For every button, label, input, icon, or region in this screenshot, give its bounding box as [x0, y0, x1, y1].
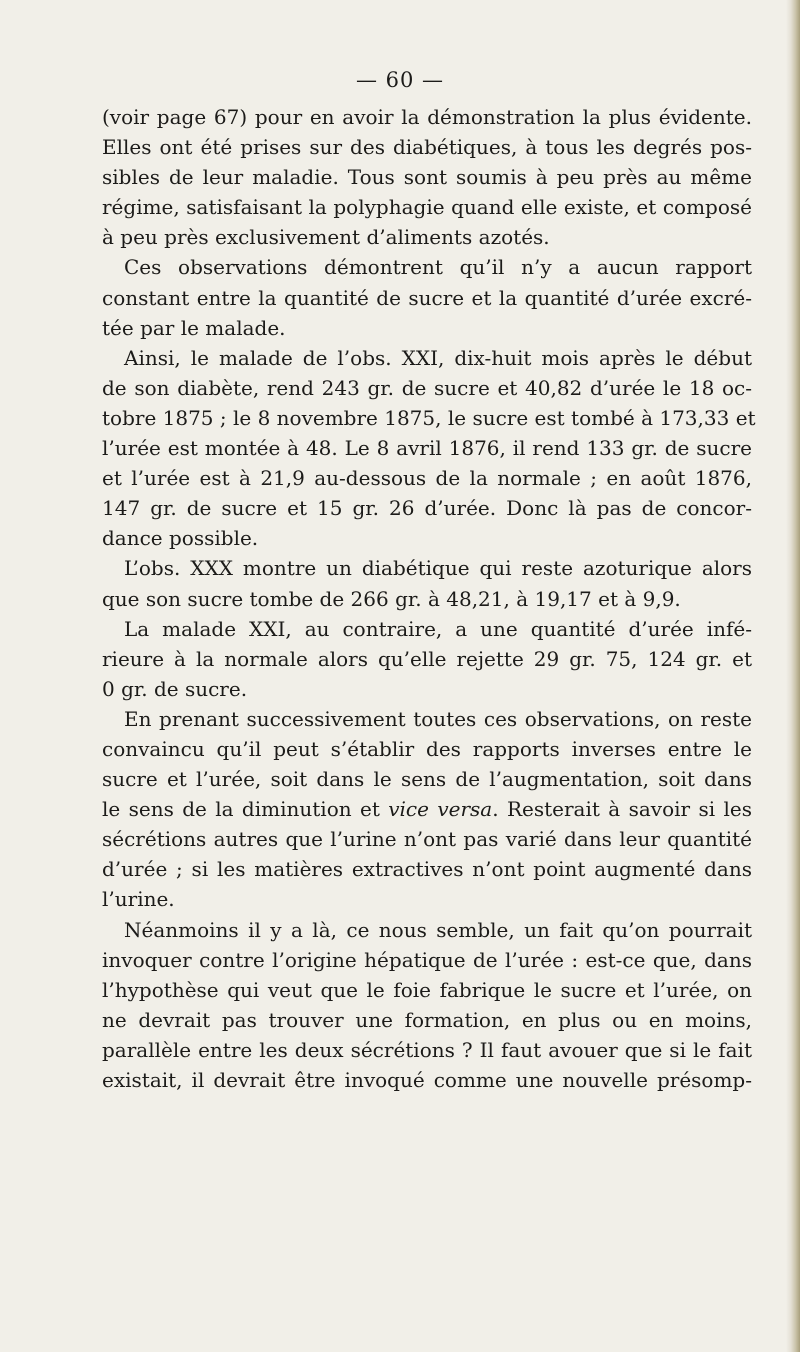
paragraph-2 — [102, 252, 752, 342]
italic-phrase: vice versa — [388, 797, 493, 822]
text-line: sécrétions autres que l’urine n’ont pas varié dans leur quantité — [102, 827, 752, 852]
text-line: sibles de leur maladie. Tous sont soumis à peu près au même — [102, 165, 752, 190]
text-line: ne devrait pas trouver une formation, en plus ou en moins, — [102, 1007, 752, 1032]
body-text — [102, 102, 756, 1095]
text-line: parallèle entre les deux sécrétions ? Il faut avouer que si le fait — [102, 1037, 752, 1062]
text-fragment: . Resterait à savoir si les — [492, 797, 752, 822]
paragraph-5 — [102, 614, 752, 704]
text-fragment: le sens de la diminution et — [102, 797, 389, 822]
text-line: 0 gr. de sucre. — [102, 676, 248, 701]
text-line: tée par le malade. — [102, 315, 286, 340]
text-line: Elles ont été prises sur des diabétiques, à tous les degrés pos- — [102, 135, 752, 160]
paragraph-4 — [102, 553, 752, 613]
text-line: convaincu qu’il peut s’établir des rapports inverses entre le — [102, 736, 752, 761]
text-line: (voir page 67) pour en avoir la démonstration la plus évidente. — [102, 105, 752, 129]
text-line: existait, il devrait être invoqué comme une nouvelle présomp- — [102, 1068, 752, 1092]
text-line: En prenant successivement toutes ces observations, on reste — [124, 706, 752, 731]
text-line: L’obs. XXX montre un diabétique qui reste azoturique alors — [124, 556, 752, 581]
text-line: constant entre la quantité de sucre et la quantité d’urée excré- — [102, 285, 752, 310]
text-line: Ces observations démontrent qu’il n’y a aucun rapport — [124, 255, 752, 280]
paragraph-6 — [102, 704, 752, 915]
text-line: d’urée ; si les matières extractives n’ont point augmenté dans — [102, 857, 752, 882]
text-line: l’urée est montée à 48. Le 8 avril 1876, il rend 133 gr. de sucre — [102, 436, 752, 461]
text-line: Néanmoins il y a là, ce nous semble, un fait qu’on pourrait — [124, 917, 752, 942]
text-line: tobre 1875 ; le 8 novembre 1875, le sucre est tombé à 173,33 et — [102, 405, 756, 430]
text-line: invoquer contre l’origine hépatique de l’urée : est-ce que, dans — [102, 947, 752, 972]
text-line: l’hypothèse qui veut que le foie fabrique le sucre et l’urée, on — [102, 977, 752, 1002]
text-line: 147 gr. de sucre et 15 gr. 26 d’urée. Donc là pas de concor- — [102, 496, 752, 521]
text-line: rieure à la normale alors qu’elle rejette 29 gr. 75, 124 gr. et — [102, 646, 752, 671]
text-line: sucre et l’urée, soit dans le sens de l’augmentation, soit dans — [102, 767, 752, 792]
text-line: Ainsi, le malade de l’obs. XXI, dix-huit mois après le début — [124, 345, 752, 370]
text-line: et l’urée est à 21,9 au-dessous de la normale ; en août 1876, — [102, 466, 752, 491]
text-line: La malade XXI, au contraire, a une quantité d’urée infé- — [124, 616, 752, 641]
text-line: dance possible. — [102, 526, 259, 551]
paragraph-7 — [102, 915, 752, 1096]
text-line-with-italic — [102, 794, 752, 824]
paragraph-3 — [102, 343, 756, 554]
page-edge-shadow — [786, 0, 800, 1352]
paragraph-1 — [102, 102, 752, 252]
text-line: régime, satisfaisant la polyphagie quand elle existe, et composé — [102, 195, 752, 220]
text-line: l’urine. — [102, 887, 175, 912]
text-line: à peu près exclusivement d’aliments azotés. — [102, 225, 550, 250]
text-line: de son diabète, rend 243 gr. de sucre et 40,82 d’urée le 18 oc- — [102, 375, 752, 400]
page-number: — 60 — — [355, 68, 445, 92]
text-line: que son sucre tombe de 266 gr. à 48,21, à 19,17 et à 9,9. — [102, 586, 681, 611]
